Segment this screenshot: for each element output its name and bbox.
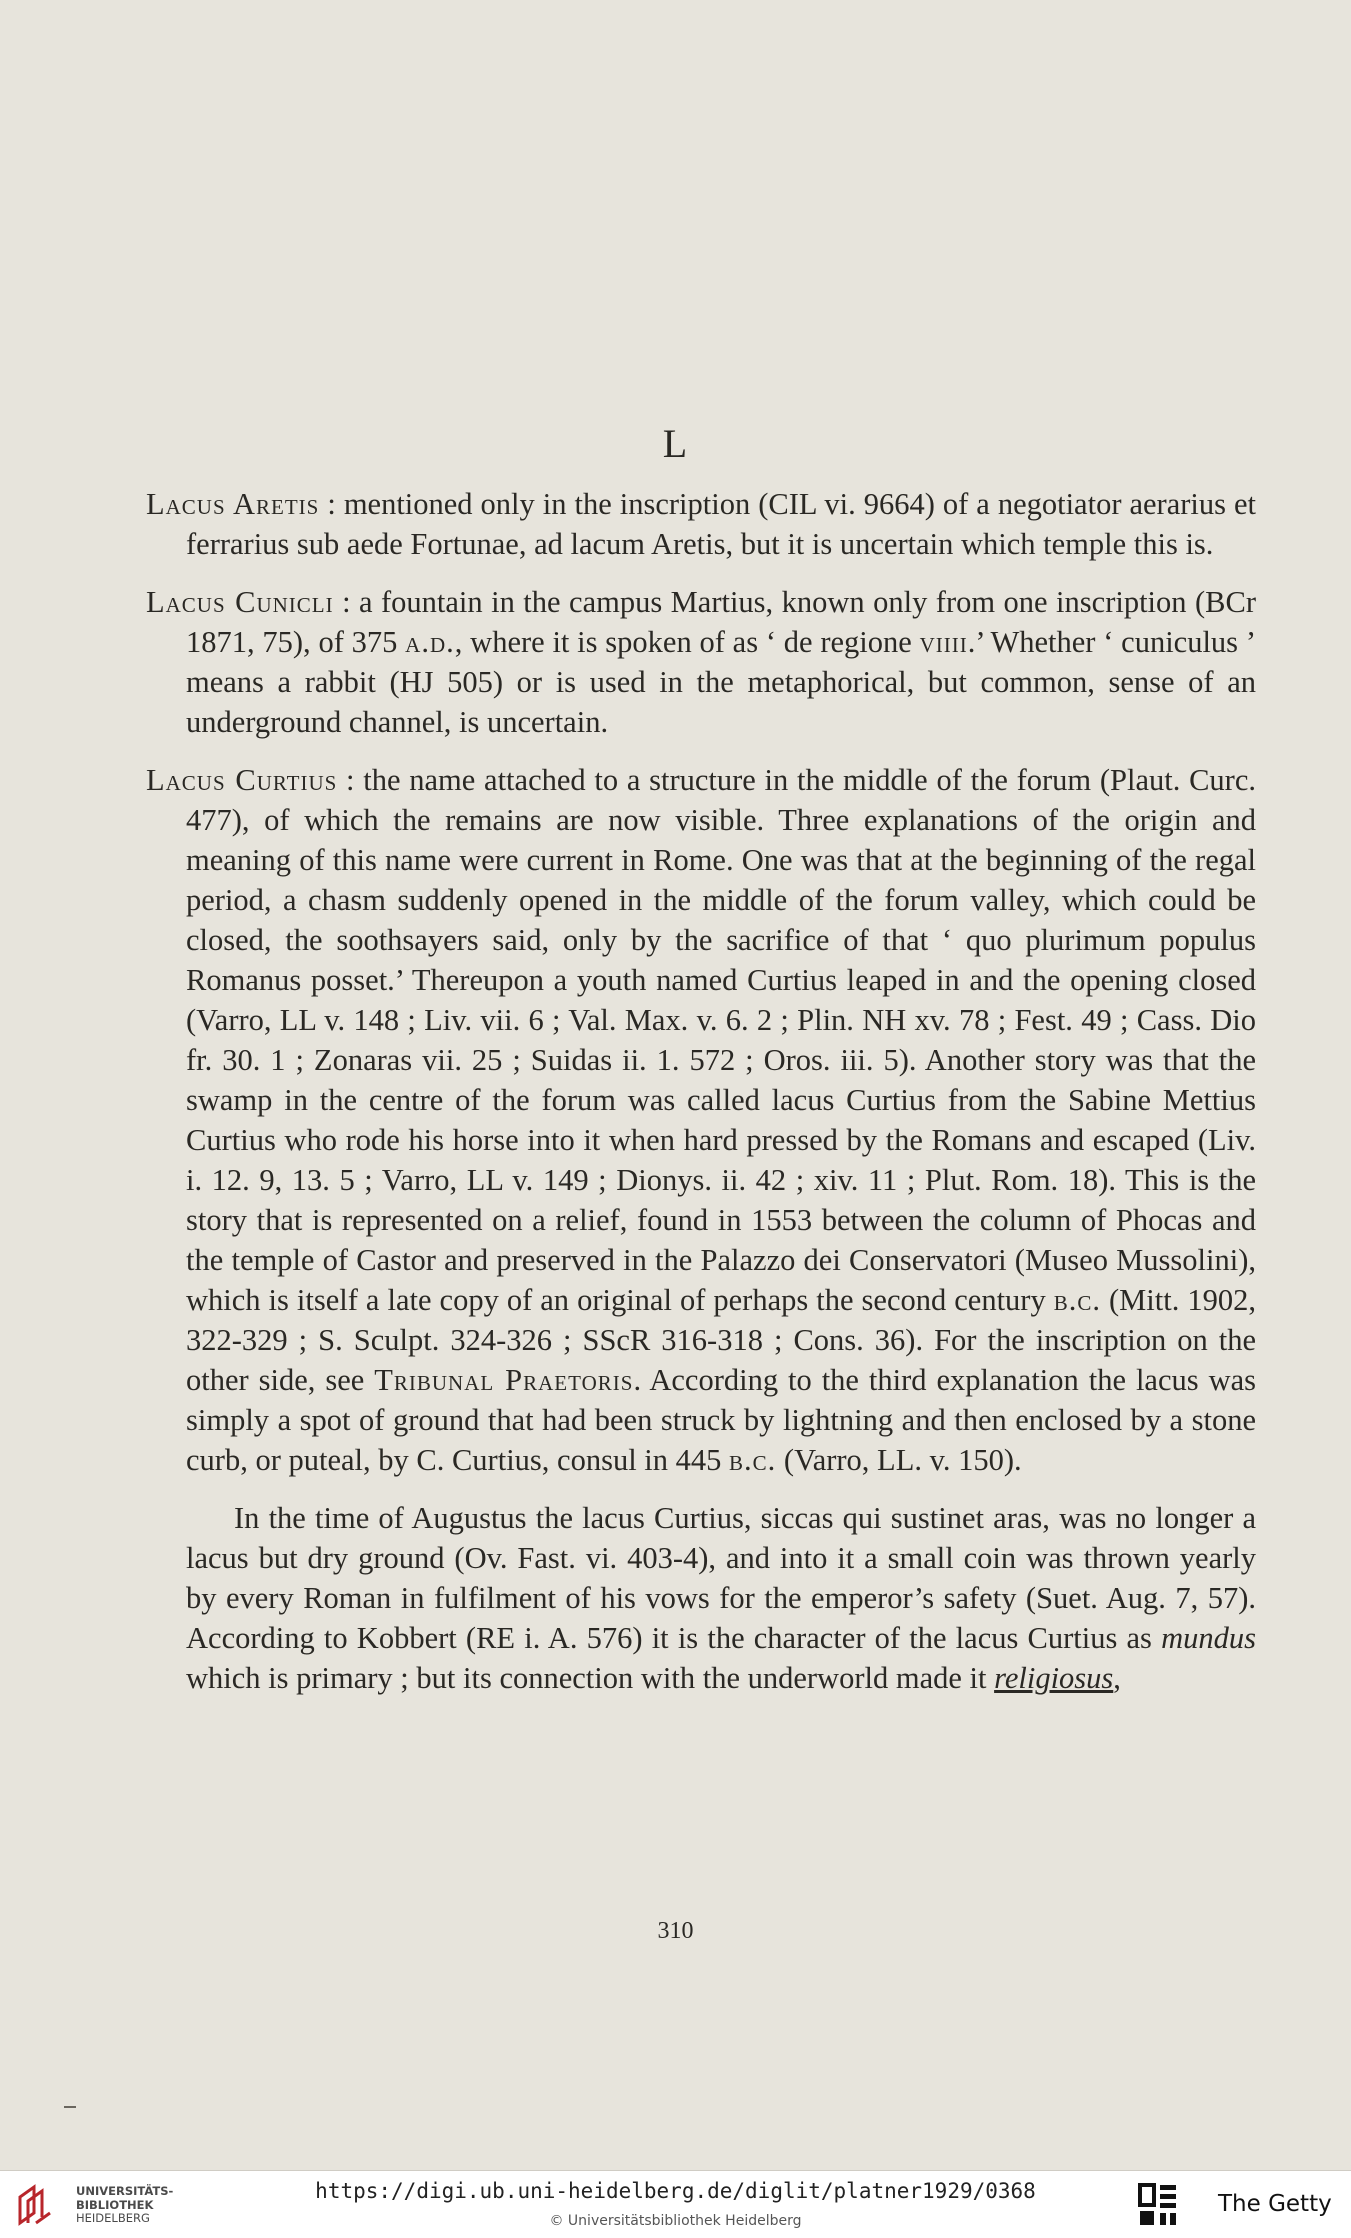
dictionary-text bbox=[146, 484, 1256, 1698]
digitization-footer bbox=[0, 2170, 1351, 2238]
entry-body: mentioned only in the inscription (CIL vi. 9664) of a negotiator aerarius et ferrarius sub aede Fortunae, ad lacum Aretis, but it is uncertain which temple this is. bbox=[186, 487, 1257, 561]
section-letter-heading: L bbox=[662, 421, 689, 466]
permalink-url[interactable]: https://digi.ub.uni-heidelberg.de/diglit/platner1929/0368 bbox=[315, 2179, 1036, 2203]
cross-reference: Tribunal Praetoris bbox=[374, 1363, 634, 1397]
entry-title: Lacus Aretis bbox=[146, 487, 320, 521]
partner-name: The Getty bbox=[1218, 2191, 1332, 2217]
page-number: 310 bbox=[657, 1918, 694, 1944]
entry-lacus-cunicli: Lacus Cunicli : a fountain in the campus Martius, known only from one inscription (BCr 1871, 75), of 375 a.d., where it is spoken of as ‘ de regione viiii.’ Whether ‘ cuniculus ’ means a rabbit (HJ 505) or is used in the metaphorical, but common, sense of an underground channel, is uncertain. bbox=[146, 585, 1256, 739]
italic-term: mundus bbox=[1161, 1621, 1256, 1655]
italic-term: religiosus bbox=[994, 1661, 1114, 1695]
library-name: UNIVERSITÄTS- BIBLIOTHEK HEIDELBERG bbox=[76, 2184, 174, 2225]
entry-body: a fountain in the campus Martius, known only from one inscription (BCr 1871, 75), of 375 bbox=[186, 585, 1256, 659]
margin-mark bbox=[64, 2106, 76, 2108]
entry-continuation-paragraph: In the time of Augustus the lacus Curtius, siccas qui sustinet aras, was no longer a lacus but dry ground (Ov. Fast. vi. 403-4), and into it a small coin was thrown yearly by every Roman in fulfilment of his vows for the emperor’s safety (Suet. Aug. 7, 57). According to Kobbert (RE i. A. 576) it is the character of the lacus Curtius as mundus which is primary ; but its connection with the underworld made it religiosus, bbox=[186, 1501, 1256, 1695]
entry-title: Lacus Cunicli bbox=[146, 585, 334, 619]
entry-body: the name attached to a structure in the middle of the forum (Plaut. Curc. 477), of which the remains are now visible. Three explanations of the origin and meaning of this name were current in Rome. One was that at the beginning of the regal period, a chasm suddenly opened in the middle of the forum valley, which could be closed, the soothsayers said, only by the sacrifice of that ‘ quo plurimum populus Romanus posset.’ Thereupon a youth named Curtius leaped in and the opening closed (Varro, LL v. 148 ; Liv. vii. 6 ; Val. Max. v. 6. 2 ; Plin. NH xv. 78 ; Fest. 49 ; Cass. Dio fr. 30. 1 ; Zonaras vii. 25 ; Suidas ii. 1. 572 ; Oros. iii. 5). Another story was that the swamp in the centre of the forum was called lacus Curtius from the Sabine Mettius Curtius who rode his horse into it when hard pressed by the Romans and escaped (Liv. i. 12. 9, 13. 5 ; Varro, LL v. 149 ; Dionys. ii. 42 ; xiv. 11 ; Plut. Rom. 18). This is the story that is represented on a relief, found in 1553 between the column of Phocas and the temple of Castor and preserved in the Palazzo dei Conservatori (Museo Mussolini), which is itself a late copy of an original of perhaps the second century bbox=[186, 763, 1256, 1317]
entry-lacus-aretis: Lacus Aretis : mentioned only in the inscription (CIL vi. 9664) of a negotiator aerarius et ferrarius sub aede Fortunae, ad lacum Aretis, but it is uncertain which temple this is. bbox=[146, 487, 1257, 561]
copyright-notice: © Universitätsbibliothek Heidelberg bbox=[549, 2213, 802, 2229]
entry-lacus-curtius: Lacus Curtius : the name attached to a structure in the middle of the forum (Plaut. Curc. 477), of which the remains are now visible. Three explanations of the origin and meaning of this name were current in Rome. One was that at the beginning of the regal period, a chasm suddenly opened in the middle of the forum valley, which could be closed, the soothsayers said, only by the sacrifice of that ‘ quo plurimum populus Romanus posset.’ Thereupon a youth named Curtius leaped in and the opening closed (Varro, LL v. 148 ; Liv. vii. 6 ; Val. Max. v. 6. 2 ; Plin. NH xv. 78 ; Fest. 49 ; Cass. Dio fr. 30. 1 ; Zonaras vii. 25 ; Suidas ii. 1. 572 ; Oros. iii. 5). Another story was that the swamp in the centre of the forum was called lacus Curtius from the Sabine Mettius Curtius who rode his horse into it when hard pressed by the Romans and escaped (Liv. i. 12. 9, 13. 5 ; Varro, LL v. 149 ; Dionys. ii. 42 ; xiv. 11 ; Plut. Rom. 18). This is the story that is represented on a relief, found in 1553 between the column of Phocas and the temple of Castor and preserved in the Palazzo dei Conservatori (Museo Mussolini), which is itself a late copy of an original of perhaps the second century b.c. (Mitt. 1902, 322-329 ; S. Sculpt. 324-326 ; SScR 316-318 ; Cons. 36). For the inscription on the other side, see Tribunal Praetoris. According to the third explanation the lacus was simply a spot of ground that had been struck by lightning and then enclosed by a stone curb, or puteal, by C. Curtius, consul in 445 b.c. (Varro, LL. v. 150). bbox=[146, 763, 1257, 1477]
getty-logo-icon bbox=[1136, 2181, 1192, 2229]
entry-title: Lacus Curtius bbox=[146, 763, 338, 797]
